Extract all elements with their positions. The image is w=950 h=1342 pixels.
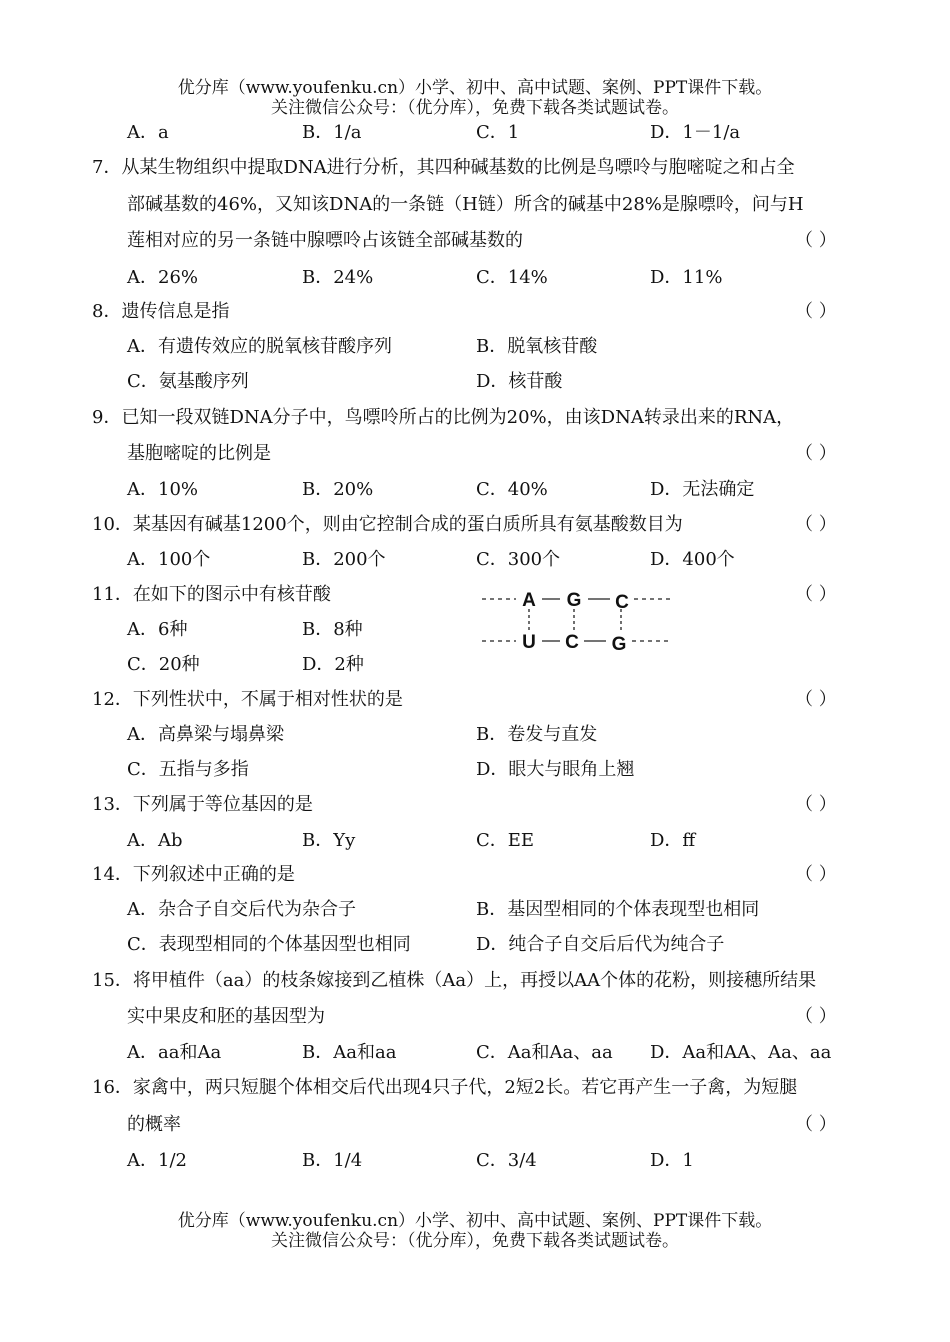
base-bottom-3: G [611, 634, 627, 655]
q14-option-c: C．表现型相同的个体基因型也相同 [127, 934, 411, 955]
q7-option-b: B．24% [302, 267, 374, 288]
q10-option-b: B．200个 [302, 549, 386, 570]
q13-option-b: B．Yy [302, 830, 356, 851]
nucleotide-pairing-diagram [476, 585, 676, 657]
q15-answer-paren: （ ） [795, 1006, 837, 1027]
q12-answer-paren: （ ） [795, 689, 837, 710]
q8-option-c: C．氨基酸序列 [127, 371, 249, 392]
q9-option-c: C．40% [476, 479, 548, 500]
q11-stem: 11．在如下的图示中有核苷酸 [92, 584, 331, 605]
q14-option-d: D．纯合子自交后后代为纯合子 [476, 934, 725, 955]
q7-stem-line-3: 莲相对应的另一条链中腺嘌呤占该链全部碱基数的 [127, 230, 523, 251]
q11-option-c: C．20种 [127, 654, 200, 675]
q10-stem: 10．某基因有碱基1200个，则由它控制合成的蛋白质所具有氨基酸数目为 [92, 514, 683, 535]
base-top-1: A [522, 590, 536, 611]
base-top-3: C [615, 592, 629, 613]
q12-stem: 12．下列性状中，不属于相对性状的是 [92, 689, 403, 710]
q9-answer-paren: （ ） [795, 443, 837, 464]
q6-option-b: B．1/a [302, 122, 362, 143]
q9-option-d: D．无法确定 [650, 479, 755, 500]
q10-option-c: C．300个 [476, 549, 561, 570]
q7-answer-paren: （ ） [795, 230, 837, 251]
q6-option-a: A．a [127, 122, 169, 143]
base-bottom-1: U [522, 632, 536, 653]
q15-stem-line-2: 实中果皮和胚的基因型为 [127, 1006, 325, 1027]
q12-option-b: B．卷发与直发 [476, 724, 598, 745]
q16-answer-paren: （ ） [795, 1114, 837, 1135]
q16-stem-line-1: 16．家禽中，两只短腿个体相交后代出现4只子代，2短2长。若它再产生一子禽，为短腿 [92, 1077, 798, 1098]
base-top-2: G [566, 590, 582, 611]
q7-option-a: A．26% [127, 267, 199, 288]
q7-stem-line-2: 部碱基数的46%，又知该DNA的一条链（H链）所含的碱基中28%是腺嘌呤，问与H [127, 194, 804, 215]
q15-option-c: C．Aa和Aa、aa [476, 1042, 613, 1063]
q14-stem: 14．下列叙述中正确的是 [92, 864, 295, 885]
q15-option-a: A．aa和Aa [127, 1042, 222, 1063]
q14-option-a: A．杂合子自交后代为杂合子 [127, 899, 356, 920]
footer-line-1: 优分库（www.youfenku.cn）小学、初中、高中试题、案例、PPT课件下载。 [177, 1211, 773, 1231]
q16-option-b: B．1/4 [302, 1150, 363, 1171]
q6-option-c: C．1 [476, 122, 520, 143]
header-line-1: 优分库（www.youfenku.cn）小学、初中、高中试题、案例、PPT课件下载。 [177, 78, 773, 98]
header-line-2: 关注微信公众号：（优分库），免费下载各类试题试卷。 [271, 98, 679, 118]
q6-option-d: D．1－1/a [650, 122, 741, 143]
q9-option-b: B．20% [302, 479, 374, 500]
q7-option-c: C．14% [476, 267, 548, 288]
q16-option-d: D．1 [650, 1150, 694, 1171]
q9-option-a: A．10% [127, 479, 199, 500]
q13-option-d: D．ff [650, 830, 696, 851]
footer-line-2: 关注微信公众号：（优分库），免费下载各类试题试卷。 [271, 1231, 679, 1251]
q10-option-d: D．400个 [650, 549, 735, 570]
q11-option-d: D．2种 [302, 654, 364, 675]
q9-stem-line-2: 基胞嘧啶的比例是 [127, 443, 271, 464]
q7-stem-line-1: 7．从某生物组织中提取DNA进行分析，其四种碱基数的比例是鸟嘌呤与胞嘧啶之和占全 [92, 157, 795, 178]
q16-option-c: C．3/4 [476, 1150, 537, 1171]
q13-option-c: C．EE [476, 830, 535, 851]
q8-answer-paren: （ ） [795, 301, 837, 322]
q7-option-d: D．11% [650, 267, 723, 288]
q11-answer-paren: （ ） [795, 584, 837, 605]
q14-answer-paren: （ ） [795, 864, 837, 885]
q11-option-a: A．6种 [127, 619, 188, 640]
base-bottom-2: C [565, 632, 579, 653]
q11-option-b: B．8种 [302, 619, 363, 640]
q15-option-b: B．Aa和aa [302, 1042, 397, 1063]
q16-stem-line-2: 的概率 [127, 1114, 181, 1135]
q13-answer-paren: （ ） [795, 794, 837, 815]
q13-stem: 13．下列属于等位基因的是 [92, 794, 313, 815]
q14-option-b: B．基因型相同的个体表现型也相同 [476, 899, 760, 920]
q8-stem: 8．遗传信息是指 [92, 301, 230, 322]
q16-option-a: A．1/2 [127, 1150, 187, 1171]
q12-option-d: D．眼大与眼角上翘 [476, 759, 635, 780]
q15-option-d: D．Aa和AA、Aa、aa [650, 1042, 832, 1063]
q10-answer-paren: （ ） [795, 514, 837, 535]
q15-stem-line-1: 15．将甲植件（aa）的枝条嫁接到乙植株（Aa）上，再授以AA个体的花粉，则接穗所结果 [92, 970, 817, 991]
q8-option-a: A．有遗传效应的脱氧核苷酸序列 [127, 336, 392, 357]
q9-stem-line-1: 9．已知一段双链DNA分子中，鸟嘌呤所占的比例为20%，由该DNA转录出来的RNA， [92, 407, 795, 428]
q10-option-a: A．100个 [127, 549, 211, 570]
q13-option-a: A．Ab [127, 830, 183, 851]
q12-option-a: A．高鼻梁与塌鼻梁 [127, 724, 284, 745]
q8-option-b: B．脱氧核苷酸 [476, 336, 598, 357]
q8-option-d: D．核苷酸 [476, 371, 563, 392]
q12-option-c: C．五指与多指 [127, 759, 249, 780]
